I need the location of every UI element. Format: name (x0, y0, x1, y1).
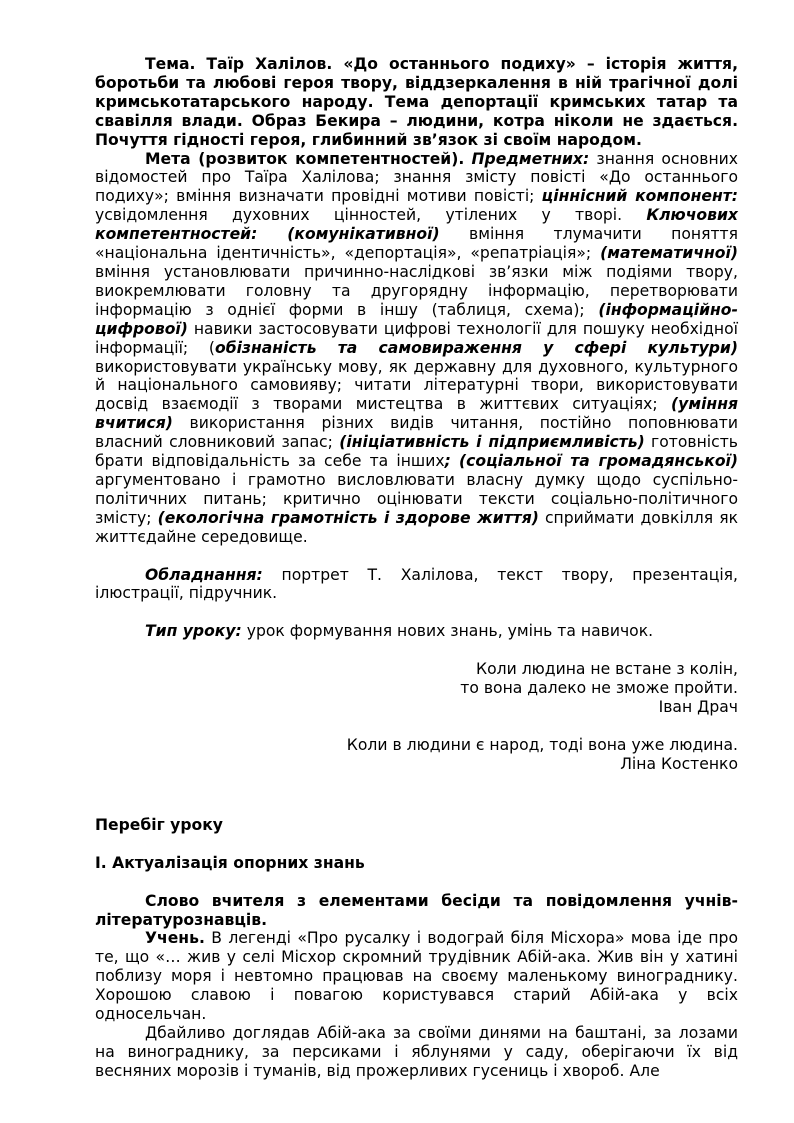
subsection-heading: Слово вчителя з елементами бесіди та повідомлення учнів-літературознавців. (95, 891, 738, 929)
section-1-heading: І. Актуалізація опорних знань (95, 853, 365, 872)
equipment-text: портрет Т. Халілова, текст твору, презентація, ілюстрації, підручник. (95, 565, 738, 603)
goal-value-label: ціннісний компонент: (541, 187, 738, 206)
goal-init-separator: ; (444, 452, 451, 471)
student-label: Учень. (145, 929, 205, 948)
epigraph-1-line-1: Коли людина не встане з колін, (476, 660, 738, 679)
topic-text: Таїр Халілов. «До останнього подиху» – історія життя, боротьби та любові героя твору, віддзеркалення в ній трагічної долі кримськотатарського народу. Тема депортації кримських татар та свавілля влади. Образ Бекира – людини, котра ніколи не здається. Почуття гідності героя, глибинний зв’язок зі своїм народом. (95, 55, 738, 149)
student-text: В легенді «Про русалку і водограй біля Місхора» мова іде про те, що «… жив у селі Місхор скромний трудівник Абій-ака. Жив він у хатині поблизу моря і невтомно працював на своєму маленькому винограднику. Хорошою славою і повагою користувався старий Абій-ака у всіх односельчан. (95, 929, 738, 1024)
goal-civic-label: (соціальної та громадянської) (459, 452, 739, 471)
goal-init-label: (ініціативність і підприємливість) (339, 433, 645, 452)
goal-paragraph (95, 150, 738, 547)
epigraph-2-author: Ліна Костенко (620, 754, 738, 773)
lesson-type-paragraph (95, 622, 738, 641)
topic-label: Тема. (145, 55, 196, 73)
goal-key-text: вміння тлумачити поняття «національна ідентичність», «депортація», «репатріація»; (95, 225, 738, 263)
goal-eco-label: (екологічна грамотність і здорове життя) (157, 508, 539, 527)
lesson-flow-heading: Перебіг уроку (95, 815, 223, 834)
goal-math-label: (математичної) (600, 244, 738, 263)
goal-civic-text: аргументовано і грамотно висловлювати власну думку щодо суспільно-політичних питань; критично оцінювати тексти соціально-політичного змісту; (95, 470, 738, 527)
equipment-label: Обладнання: (145, 565, 263, 584)
lesson-type-text: урок формування нових знань, умінь та навичок. (241, 622, 654, 641)
goal-eco-text: сприймати довкілля як життєдайне середовище. (95, 508, 738, 546)
goal-math-text: вміння установлювати причинно-наслідкові зв’язки між подіями твору, виокремлювати головну та другорядну інформацію, перетворювати інформацію з однієї форми в іншу (таблиця, схема); (95, 262, 738, 319)
epigraph-1-line-2: то вона далеко не зможе пройти. (460, 679, 738, 698)
epigraph-1 (95, 660, 738, 717)
goal-culture-label: обізнаність та самовираження у сфері культури) (214, 338, 738, 357)
goal-digital-label: (інформаційно-цифрової) (95, 300, 738, 338)
topic-paragraph (95, 55, 738, 150)
goal-value-text: усвідомлення духовних цінностей, утілених у творі. (95, 206, 647, 225)
equipment-paragraph (95, 566, 738, 604)
document-page (95, 55, 738, 1081)
goal-subject-text: знання основних відомостей про Таїра Халілова; знання змісту повісті «До останнього подиху»; вміння визначати провідні мотиви повісті; (95, 149, 738, 206)
goal-digital-text: навики застосовувати цифрові технології для пошуку необхідної інформації; ( (95, 319, 738, 357)
goal-init-text: готовність брати відповідальність за себе та інших (95, 433, 738, 471)
goal-learn-label: (уміння вчитися) (95, 395, 738, 433)
goal-key-label: Ключових компетентностей: (комунікативної) (95, 206, 738, 244)
goal-subject-label: Предметних: (471, 149, 590, 168)
student-paragraph (95, 929, 738, 1024)
lesson-type-label: Тип уроку: (145, 622, 242, 641)
epigraph-1-author: Іван Драч (658, 698, 738, 717)
goal-learn-text: використання різних видів читання, постійно поповнювати власний словниковий запас; (95, 414, 738, 452)
last-paragraph: Дбайливо доглядав Абій-ака за своїми динями на баштані, за лозами на винограднику, за персиками і яблунями у саду, оберігаючи їх від весняних морозів і туманів, від прожерливих гусениць і хвороб. Але (95, 1023, 738, 1080)
goal-culture-text: використовувати українську мову, як державну для духовного, культурного й національного самовияву; читати літературні твори, використовувати досвід взаємодії з творами мистецтва в життєвих ситуаціях; (95, 357, 738, 414)
epigraph-2-line-1: Коли в людини є народ, тоді вона уже людина. (346, 736, 738, 754)
epigraph-2 (95, 736, 738, 774)
goal-label: Мета (розвиток компетентностей). (145, 149, 465, 168)
